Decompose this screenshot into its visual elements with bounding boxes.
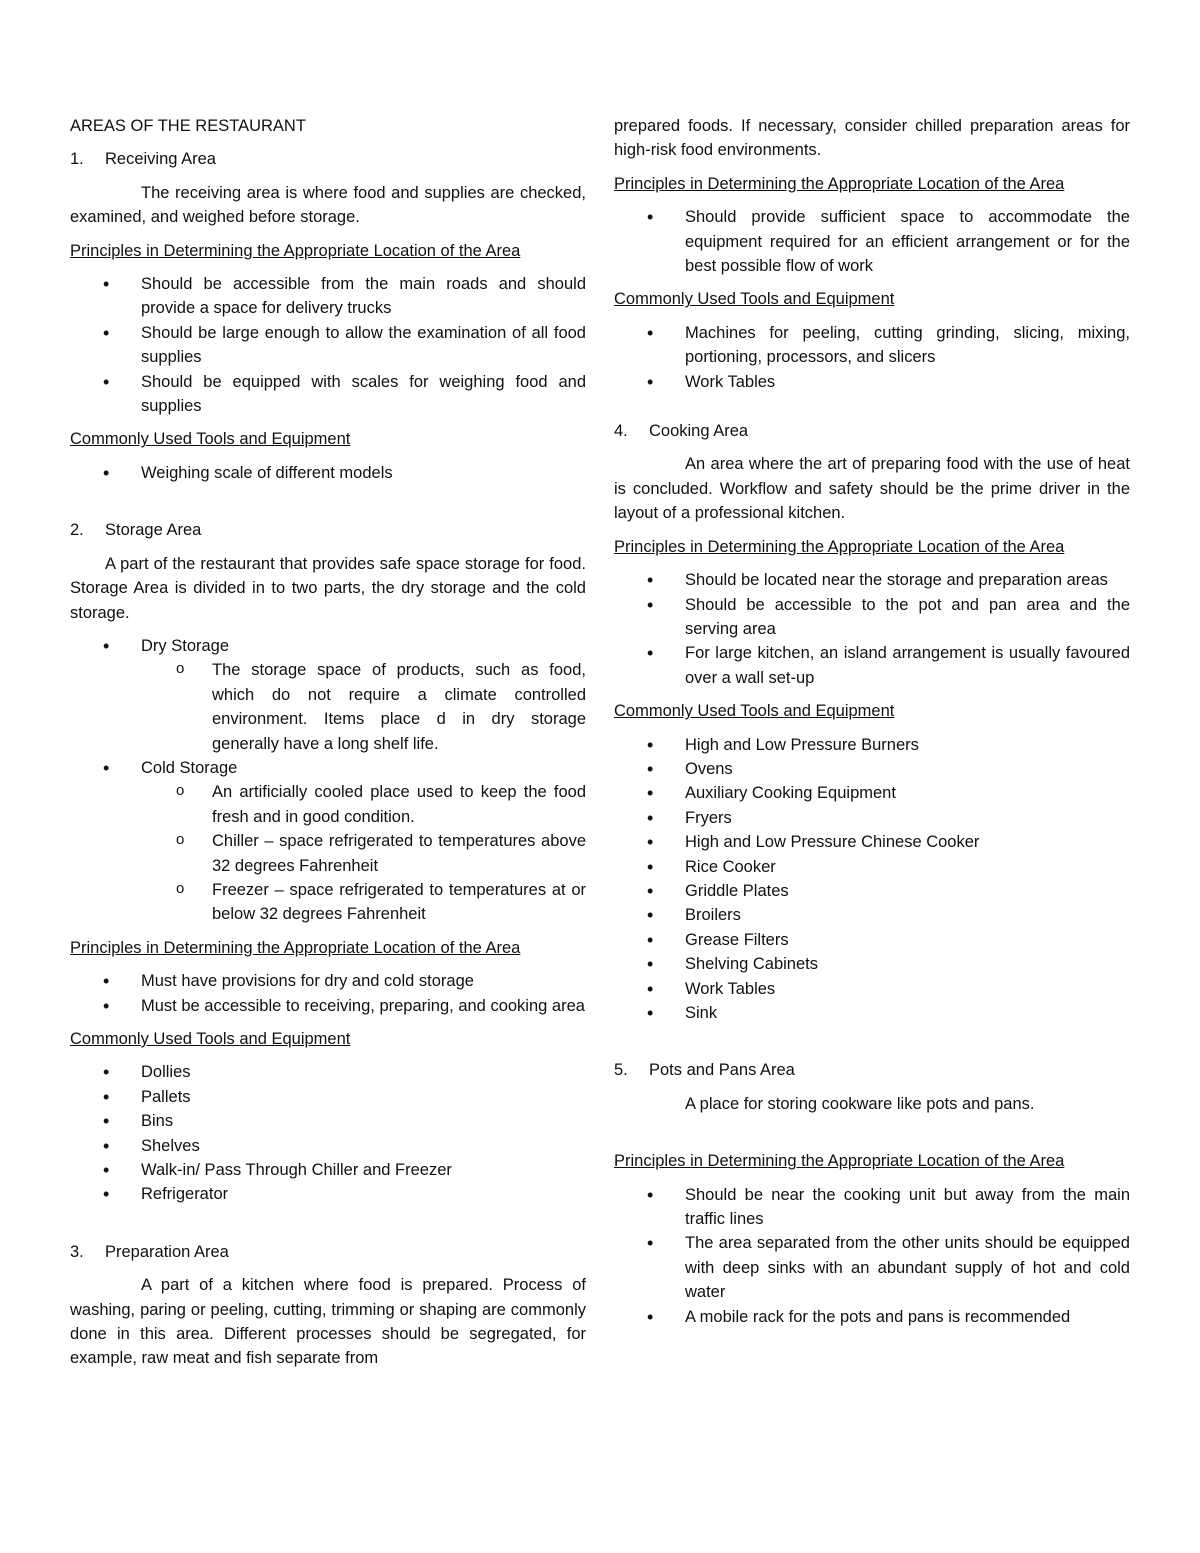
dry-storage-details bbox=[141, 658, 586, 756]
list-item bbox=[70, 756, 586, 927]
list-item: • Should be equipped with scales for weighing food and supplies bbox=[70, 370, 586, 419]
storage-description: A part of the restaurant that provides safe space storage for food. Storage Area is divided in to two parts, the dry storage and the cold storage. bbox=[70, 554, 586, 622]
list-item: • Machines for peeling, cutting grinding, slicing, mixing, portioning, processors, and slicers bbox=[614, 321, 1130, 370]
list-item: • A mobile rack for the pots and pans is recommended bbox=[614, 1305, 1130, 1329]
list-item: • Should be large enough to allow the examination of all food supplies bbox=[70, 321, 586, 370]
tools-heading: Commonly Used Tools and Equipment bbox=[70, 1030, 351, 1048]
list-item: • Bins bbox=[70, 1109, 586, 1133]
list-item: • High and Low Pressure Burners bbox=[614, 733, 1130, 757]
list-item: • Should be accessible to the pot and pan area and the serving area bbox=[614, 593, 1130, 642]
list-item: • Grease Filters bbox=[614, 928, 1130, 952]
list-item: • The area separated from the other units should be equipped with deep sinks with an abundant supply of hot and cold water bbox=[614, 1231, 1130, 1304]
section-title: Pots and Pans Area bbox=[649, 1061, 795, 1080]
list-item: • Should be located near the storage and preparation areas bbox=[614, 568, 1130, 592]
section-heading-storage bbox=[70, 518, 586, 542]
section-title: Preparation Area bbox=[105, 1242, 229, 1261]
list-item: • Must be accessible to receiving, preparing, and cooking area bbox=[70, 994, 586, 1018]
section-title: Receiving Area bbox=[105, 150, 216, 169]
spacer bbox=[70, 494, 586, 518]
pots-description: A place for storing cookware like pots and pans. bbox=[685, 1094, 1035, 1113]
list-item: • Griddle Plates bbox=[614, 879, 1130, 903]
tools-heading: Commonly Used Tools and Equipment bbox=[614, 702, 895, 721]
preparation-description-part2: prepared foods. If necessary, consider chilled preparation areas for high-risk food environments. bbox=[614, 117, 1130, 160]
section-number: 4. bbox=[614, 422, 628, 441]
list-item: • Walk-in/ Pass Through Chiller and Freezer bbox=[70, 1158, 586, 1182]
storage-principles-list bbox=[70, 969, 586, 1018]
cold-storage-details bbox=[141, 780, 586, 926]
list-item: • Shelves bbox=[70, 1134, 586, 1158]
tools-heading: Commonly Used Tools and Equipment bbox=[614, 290, 895, 309]
spacer bbox=[70, 1216, 586, 1240]
list-item: • For large kitchen, an island arrangement is usually favoured over a wall set-up bbox=[614, 641, 1130, 690]
list-item: o An artificially cooled place used to keep the food fresh and in good condition. bbox=[70, 780, 586, 829]
list-item: • Must have provisions for dry and cold storage bbox=[70, 969, 586, 993]
list-item: • Shelving Cabinets bbox=[614, 952, 1130, 976]
list-item: • Work Tables bbox=[614, 370, 1130, 394]
cooking-tools-list bbox=[614, 733, 1130, 1026]
list-item: • Rice Cooker bbox=[614, 855, 1130, 879]
right-column bbox=[614, 114, 1130, 1338]
preparation-tools-list bbox=[614, 321, 1130, 394]
preparation-description-part1: A part of a kitchen where food is prepared. Process of washing, paring or peeling, cutting, trimming or shaping are commonly done in this area. Different processes should be segregated, for example, raw meat and fish separate from bbox=[70, 1276, 586, 1368]
list-item: • Should be accessible from the main roads and should provide a space for delivery trucks bbox=[70, 272, 586, 321]
list-item: • Should provide sufficient space to accommodate the equipment required for an efficient arrangement or for the best possible flow of work bbox=[614, 205, 1130, 278]
list-item: • High and Low Pressure Chinese Cooker bbox=[614, 830, 1130, 854]
left-column bbox=[70, 114, 586, 1380]
list-item: • Should be near the cooking unit but away from the main traffic lines bbox=[614, 1183, 1130, 1232]
storage-types-list bbox=[70, 634, 586, 927]
receiving-tools-list bbox=[70, 461, 586, 485]
spacer bbox=[614, 1125, 1130, 1149]
receiving-description: The receiving area is where food and supplies are checked, examined, and weighed before storage. bbox=[70, 183, 586, 227]
principles-heading: Principles in Determining the Appropriate Location of the Area bbox=[70, 938, 521, 957]
storage-type-label: Dry Storage bbox=[141, 636, 230, 655]
section-title: Storage Area bbox=[105, 521, 202, 540]
section-heading-receiving bbox=[70, 147, 586, 171]
spacer bbox=[614, 403, 1130, 419]
section-number: 3. bbox=[70, 1242, 84, 1261]
list-item: • Work Tables bbox=[614, 977, 1130, 1001]
spacer bbox=[614, 1034, 1130, 1058]
receiving-principles-list bbox=[70, 272, 586, 418]
tools-heading: Commonly Used Tools and Equipment bbox=[70, 430, 351, 449]
section-heading-cooking bbox=[614, 419, 1130, 443]
list-item: • Weighing scale of different models bbox=[70, 461, 586, 485]
principles-heading: Principles in Determining the Appropriate Location of the Area bbox=[614, 537, 1065, 556]
storage-type-label: Cold Storage bbox=[141, 758, 238, 777]
document-title: AREAS OF THE RESTAURANT bbox=[70, 117, 306, 135]
section-number: 1. bbox=[70, 150, 84, 169]
list-item: • Refrigerator bbox=[70, 1182, 586, 1206]
list-item bbox=[70, 634, 586, 756]
section-heading-pots bbox=[614, 1058, 1130, 1082]
section-title: Cooking Area bbox=[649, 422, 749, 441]
list-item: • Broilers bbox=[614, 903, 1130, 927]
pots-principles-list bbox=[614, 1183, 1130, 1329]
list-item: • Sink bbox=[614, 1001, 1130, 1025]
preparation-principles-list bbox=[614, 205, 1130, 278]
list-item: o Chiller – space refrigerated to temperatures above 32 degrees Fahrenheit bbox=[70, 829, 586, 878]
list-item: • Pallets bbox=[70, 1085, 586, 1109]
cooking-principles-list bbox=[614, 568, 1130, 690]
storage-tools-list bbox=[70, 1060, 586, 1206]
list-item: • Dollies bbox=[70, 1060, 586, 1084]
list-item: o Freezer – space refrigerated to temperatures at or below 32 degrees Fahrenheit bbox=[70, 878, 586, 927]
list-item: • Auxiliary Cooking Equipment bbox=[614, 781, 1130, 805]
list-item: • Fryers bbox=[614, 806, 1130, 830]
principles-heading: Principles in Determining the Appropriate Location of the Area bbox=[614, 1152, 1065, 1171]
list-item: o The storage space of products, such as food, which do not require a climate controlled environment. Items place d in dry storage generally have a long shelf life. bbox=[70, 658, 586, 756]
section-number: 2. bbox=[70, 521, 84, 540]
cooking-description: An area where the art of preparing food with the use of heat is concluded. Workflow and safety should be the prime driver in the layout of a professional kitchen. bbox=[614, 455, 1130, 523]
section-number: 5. bbox=[614, 1061, 628, 1080]
principles-heading: Principles in Determining the Appropriate Location of the Area bbox=[614, 174, 1065, 193]
principles-heading: Principles in Determining the Appropriate Location of the Area bbox=[70, 241, 521, 260]
list-item: • Ovens bbox=[614, 757, 1130, 781]
section-heading-preparation bbox=[70, 1240, 586, 1264]
